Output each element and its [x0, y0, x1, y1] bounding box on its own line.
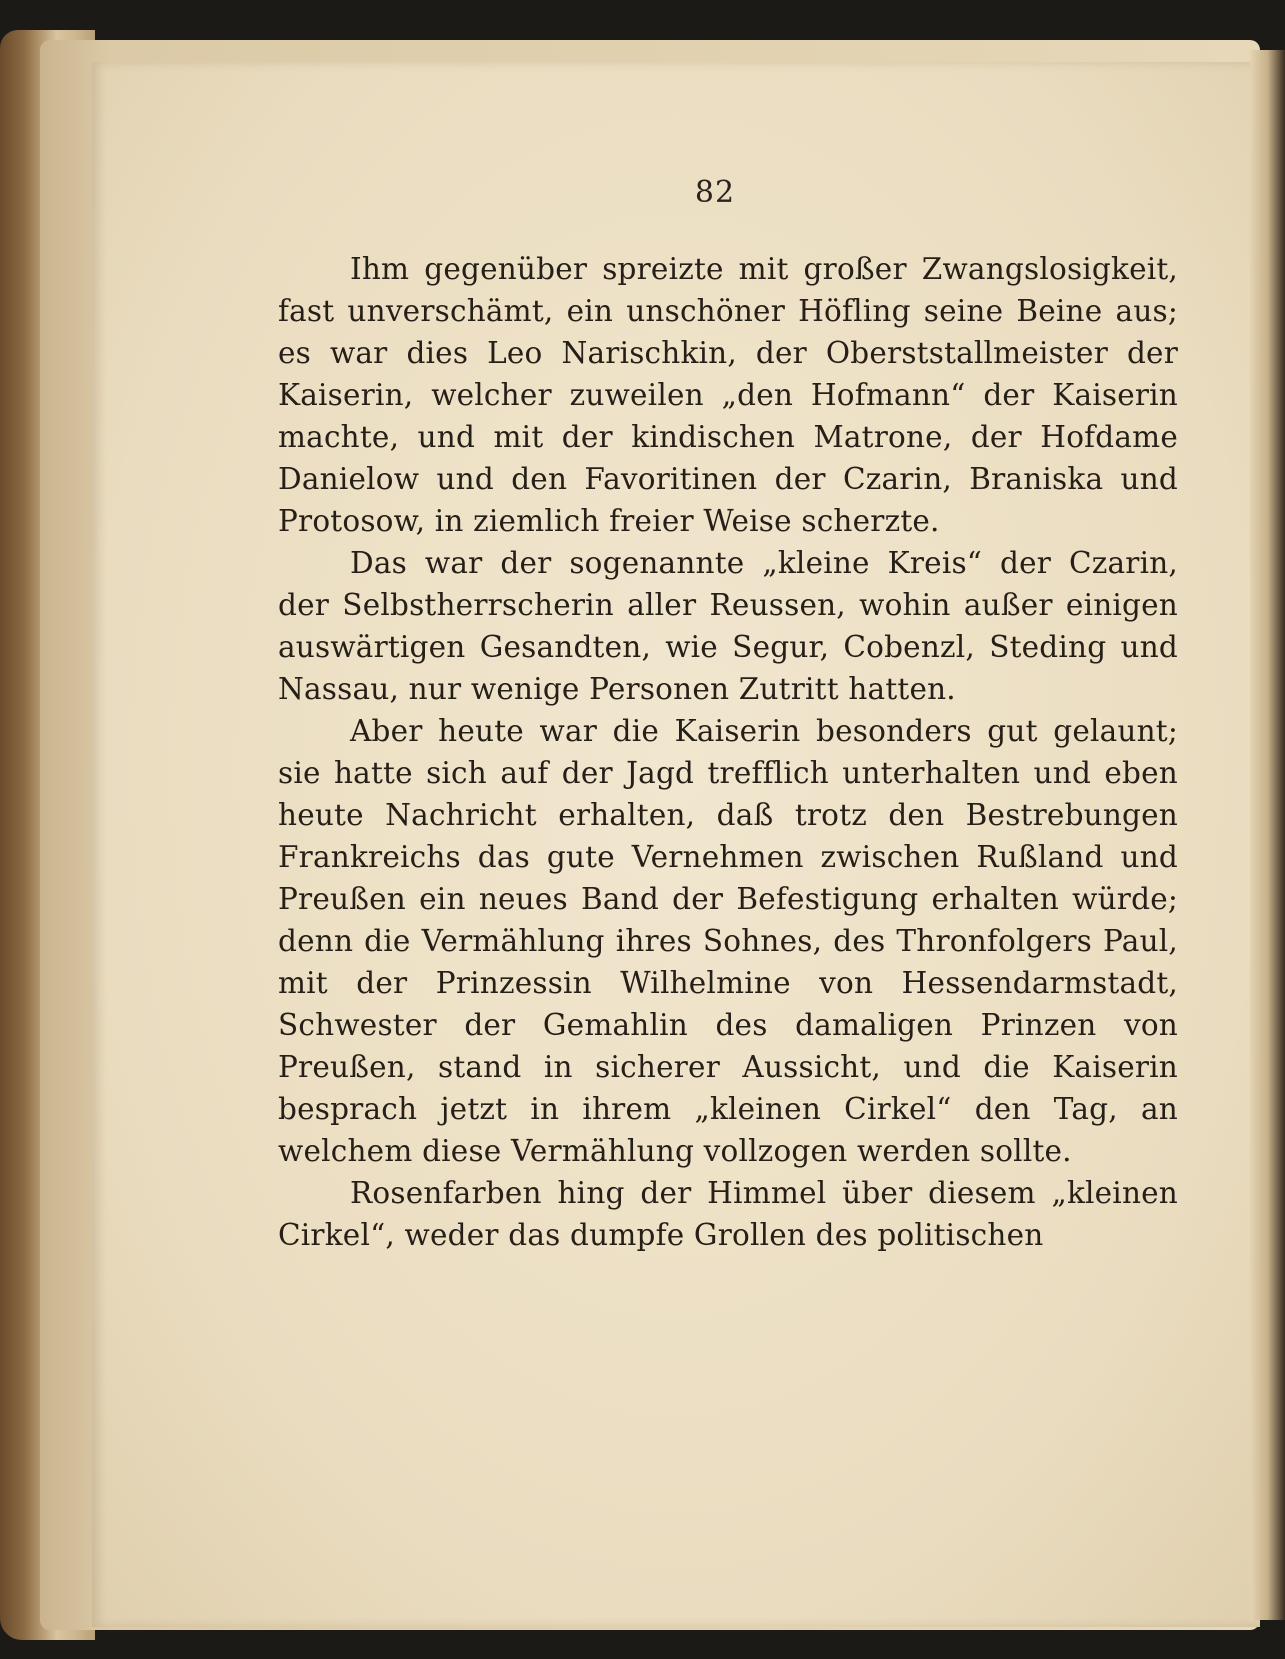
paragraph-1: Ihm gegenüber spreizte mit großer Zwangslosigkeit, fast unverschämt, ein unschöner Höfling seine Beine aus; es war dies Leo Narischkin, der Oberststallmeister der Kaiserin, welcher zuweilen „den Hofmann“ der Kaiserin machte, und mit der kindischen Matrone, der Hofdame Danielow und den Favoritinen der Czarin, Braniska und Protosow, in ziemlich freier Weise scherzte.: [278, 252, 1178, 538]
page-text: [278, 248, 1178, 1256]
paragraph-4: Rosenfarben hing der Himmel über diesem „kleinen Cirkel“, weder das dumpfe Grollen des politischen: [278, 1176, 1178, 1252]
paragraph-2: Das war der sogenannte „kleine Kreis“ der Czarin, der Selbstherrscherin aller Reussen, wohin außer einigen auswärtigen Gesandten, wie Segur, Cobenzl, Steding und Nassau, nur wenige Personen Zutritt hatten.: [278, 546, 1178, 706]
paragraph-3: Aber heute war die Kaiserin besonders gut gelaunt; sie hatte sich auf der Jagd trefflich unterhalten und eben heute Nachricht erhalten, daß trotz den Bestrebungen Frankreichs das gute Vernehmen zwischen Rußland und Preußen ein neues Band der Befestigung erhalten würde; denn die Vermählung ihres Sohnes, des Thronfolgers Paul, mit der Prinzessin Wilhelmine von Hessendarmstadt, Schwester der Gemahlin des damaligen Prinzen von Preußen, stand in sicherer Aussicht, und die Kaiserin besprach jetzt in ihrem „kleinen Cirkel“ den Tag, an welchem diese Vermählung vollzogen werden sollte.: [278, 714, 1178, 1168]
page-gutter: [1250, 50, 1285, 1620]
page-number: 82: [694, 175, 736, 210]
